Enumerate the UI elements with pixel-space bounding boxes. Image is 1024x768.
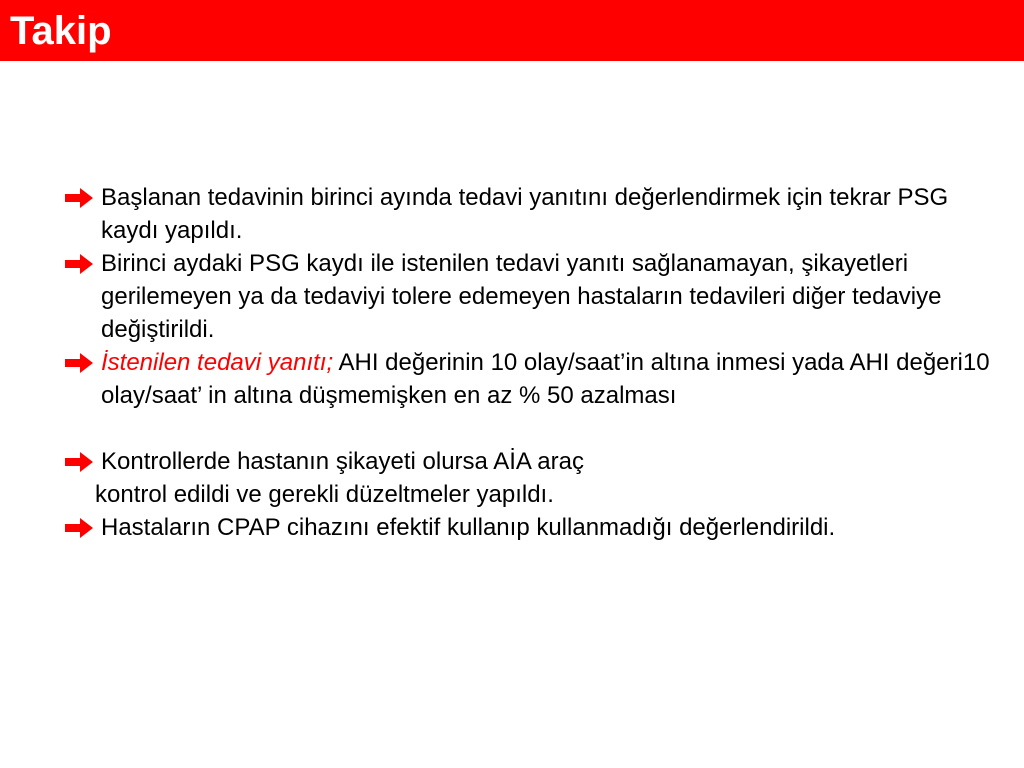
bullet-text: Hastaların CPAP cihazını efektif kullanıp kullanmadığı değerlendirildi.	[101, 514, 836, 541]
bullet-emphasis: İstenilen tedavi yanıtı;	[101, 349, 334, 376]
arrow-right-icon	[64, 187, 94, 209]
title-bar	[0, 0, 1024, 61]
bullet-item	[62, 346, 992, 412]
bullet-item	[62, 181, 992, 247]
bullet-item	[62, 511, 992, 544]
bullet-continuation: kontrol edildi ve gerekli düzeltmeler yapıldı.	[95, 481, 554, 508]
bullet-item	[62, 247, 992, 346]
spacer	[62, 412, 992, 445]
bullet-item	[62, 445, 992, 478]
bullet-text: Kontrollerde hastanın şikayeti olursa AİA araç	[101, 448, 584, 475]
bullet-text: Başlanan tedavinin birinci ayında tedavi yanıtını değerlendirmek için tekrar PSG kaydı yapıldı.	[101, 184, 949, 244]
bullet-text: Birinci aydaki PSG kaydı ile istenilen tedavi yanıtı sağlanamayan, şikayetleri gerilemeyen ya da tedaviyi tolere edemeyen hastaların tedavileri diğer tedaviye değiştirildi.	[101, 250, 942, 343]
arrow-right-icon	[64, 517, 94, 539]
arrow-right-icon	[64, 451, 94, 473]
bullet-list	[62, 181, 992, 544]
arrow-right-icon	[64, 253, 94, 275]
arrow-right-icon	[64, 352, 94, 374]
bullet-text: AHI değerinin 10 olay/saat’in altına inmesi yada AHI değeri10 olay/saat’ in altına düşmemişken en az % 50 azalması	[101, 349, 990, 409]
slide-title: Takip	[10, 9, 112, 53]
